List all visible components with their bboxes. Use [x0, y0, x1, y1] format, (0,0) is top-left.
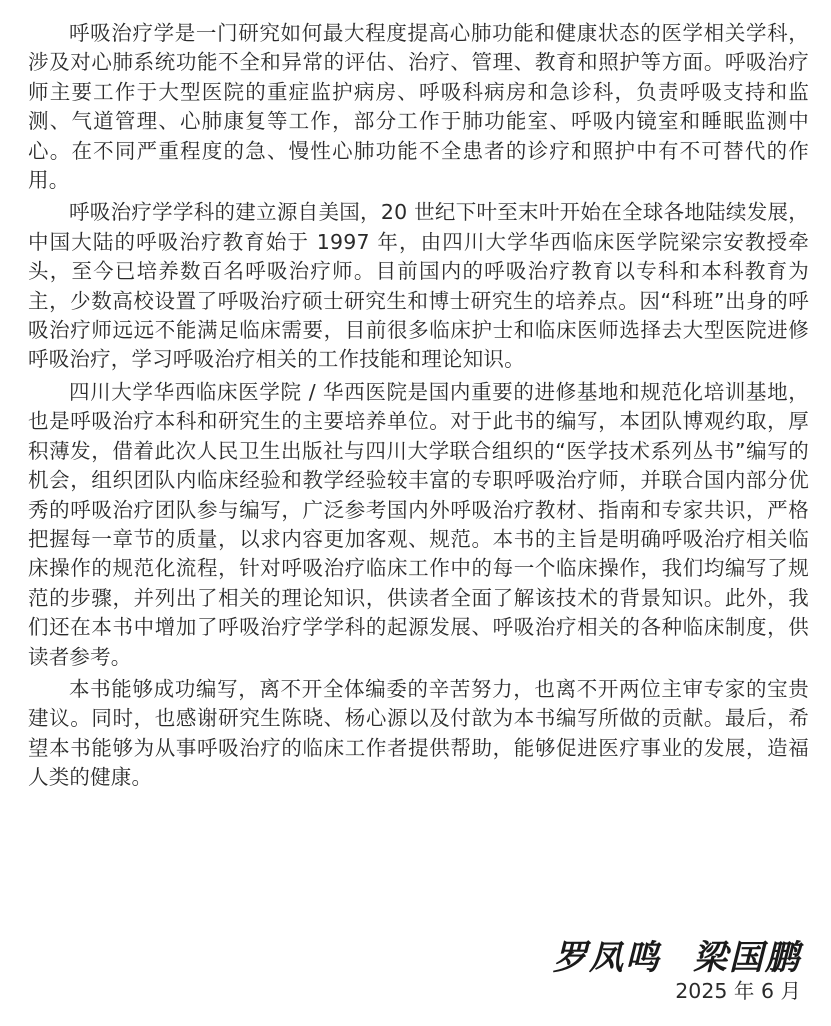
signature-author-2: 梁国鹏: [693, 938, 801, 978]
paragraph-4: 本书能够成功编写，离不开全体编委的辛苦努力，也离不开两位主审专家的宝贵建议。同时，也感谢研究生陈晓、杨心源以及付歆为本书编写所做的贡献。最后，希望本书能够为从事呼吸治疗的临床工作者提供帮助，能够促进医疗事业的发展，造福人类的健康。: [28, 676, 809, 790]
paragraph-3: 四川大学华西临床医学院 / 华西医院是国内重要的进修基地和规范化培训基地，也是呼吸治疗本科和研究生的主要培养单位。对于此书的编写，本团队博观约取，厚积薄发，借着此次人民卫生出版社与四川大学联合组织的“医学技术系列丛书”编写的机会，组织团队内临床经验和教学经验较丰富的专职呼吸治疗师，并联合国内部分优秀的呼吸治疗团队参与编写，广泛参考国内外呼吸治疗教材、指南和专家共识，严格把握每一章节的质量，以求内容更加客观、规范。本书的主旨是明确呼吸治疗相关临床操作的规范化流程，针对呼吸治疗临床工作中的每一个临床操作，我们均编写了规范的步骤，并列出了相关的理论知识，供读者全面了解该技术的背景知识。此外，我们还在本书中增加了呼吸治疗学学科的起源发展、呼吸治疗相关的各种临床制度，供读者参考。: [28, 379, 809, 669]
author-signatures: [553, 930, 801, 979]
preface-body: [28, 19, 809, 796]
paragraph-2: 呼吸治疗学学科的建立源自美国，20 世纪下叶至末叶开始在全球各地陆续发展，中国大陆的呼吸治疗教育始于 1997 年，由四川大学华西临床医学院梁宗安教授牵头，至今已培养数百名呼吸治疗师。目前国内的呼吸治疗教育以专科和本科教育为主，少数高校设置了呼吸治疗硕士研究生和博士研究生的培养点。因“科班”出身的呼吸治疗师远远不能满足临床需要，目前很多临床护士和临床医师选择去大型医院进修呼吸治疗，学习呼吸治疗相关的工作技能和理论知识。: [28, 200, 809, 372]
paragraph-1: 呼吸治疗学是一门研究如何最大程度提高心肺功能和健康状态的医学相关学科，涉及对心肺系统功能不全和异常的评估、治疗、管理、教育和照护等方面。呼吸治疗师主要工作于大型医院的重症监护病房、呼吸科病房和急诊科，负责呼吸支持和监测、气道管理、心肺康复等工作，部分工作于肺功能室、呼吸内镜室和睡眠监测中心。在不同严重程度的急、慢性心肺功能不全患者的诊疗和照护中有不可替代的作用。: [28, 21, 809, 193]
preface-date: 2025 年 6 月: [675, 979, 801, 1003]
signature-author-1: 罗凤鸣: [553, 938, 661, 978]
